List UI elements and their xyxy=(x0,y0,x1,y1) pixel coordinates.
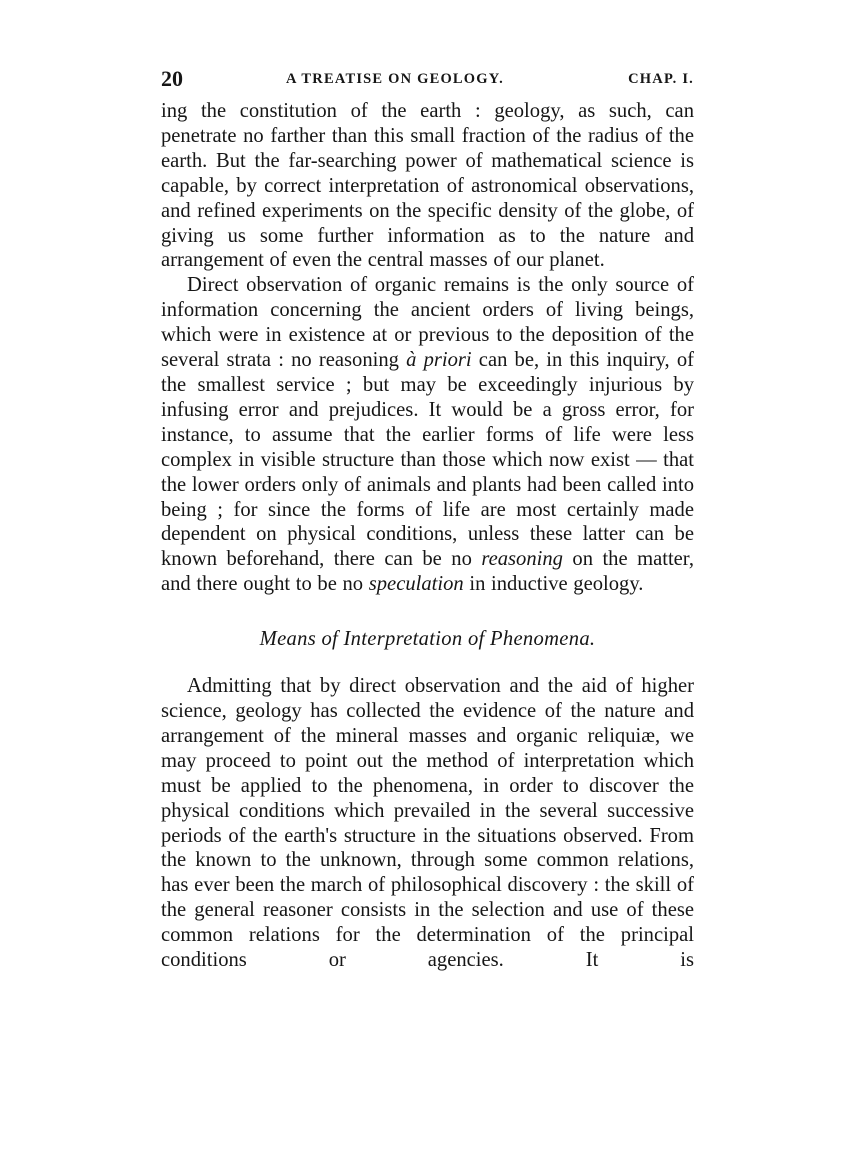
book-title: A TREATISE ON GEOLOGY. xyxy=(286,71,504,87)
italic-phrase: reasoning xyxy=(481,548,563,571)
paragraph-earth-constitution: ing the constitution of the earth : geology, as such, can penetrate no farther than this small fraction of the radius of the earth. But the far-searching power of mathematical science is capable, by correct interpretation of astronomical observations, and refined experiments on the specific density of the globe, of giving us some further information as to the nature and arrangement of even the central masses of our planet. xyxy=(161,100,694,272)
running-head xyxy=(161,66,694,94)
italic-phrase: à priori xyxy=(406,349,472,372)
section-heading: Means of Interpretation of Phenomena. xyxy=(259,628,596,651)
paragraph-text: in inductive geology. xyxy=(463,573,644,596)
chapter-label: CHAP. I. xyxy=(628,71,694,87)
italic-phrase: speculation xyxy=(368,573,464,596)
paragraph-text: on the matter, and there ought to be no xyxy=(161,548,694,596)
paragraph-interpretation: Admitting that by direct observation and the aid of higher science, geology has collected the evidence of the nature and arrangement of the mineral masses and organic reliquiæ, we may proceed to point out the method of interpretation which must be applied to the phenomena, in order to discover the physical conditions which prevailed in the several successive periods of the earth's structure in the situations observed. From the known to the unknown, through some common relations, has ever been the march of philosophical discovery : the skill of the general reasoner consists in the selection and use of these common relations for the determination of the principal conditions or agencies. It is xyxy=(161,675,694,972)
paragraph-text: Direct observation of organic remains is the only source of information concerning the ancient orders of living beings, which were in existence at or previous to the deposition of the several strata : no reasoning xyxy=(161,274,694,372)
paragraph-organic-remains xyxy=(161,273,694,597)
page-number: 20 xyxy=(161,66,183,91)
paragraph-text: can be, in this inquiry, of the smallest service ; but may be exceedingly injurious by infusing error and prejudices. It would be a gross error, for instance, to assume that the earlier forms of life were less complex in visible structure than those which now exist — that the lower orders only of animals and plants had been called into being ; for since the forms of life are most certainly made dependent on physical conditions, unless these latter can be known beforehand, there can be no xyxy=(161,349,695,571)
book-page xyxy=(161,66,694,973)
